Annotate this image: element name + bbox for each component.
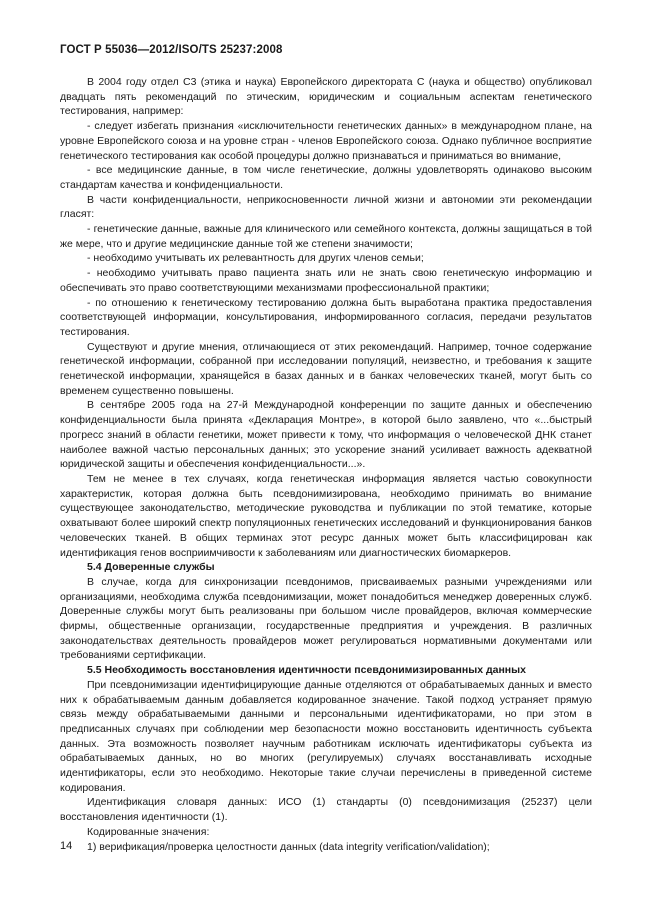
paragraph: В части конфиденциальности, неприкосновенности личной жизни и автономии эти рекомендации гласят:: [60, 193, 592, 221]
paragraph: При псевдонимизации идентифицирующие данные отделяются от обрабатываемых данных и вместо них к обрабатываемым данным добавляется кодированное значение. Такой подход устраняет прямую связь между обрабатываемыми данными и персональными идентификаторами, но при этом в предписанных случаях при соблюдении мер безопасности можно восстановить идентичность субъекта данных. Эта возможность позволяет научным работникам исключать идентификаторы субъекта из обрабатываемых данных, но во многих (регулируемых) случаях восстанавливать исходные идентификаторы, если это необходимо. Некоторые такие случаи перечислены в приведенной системе кодирования.: [60, 678, 592, 794]
section-heading-5-5: 5.5 Необходимость восстановления идентичности псевдонимизированных данных: [87, 664, 526, 677]
list-item: - по отношению к генетическому тестированию должна быть выработана практика предоставления соответствующей информации, консультирования, информированного согласия, передачи результатов тестирования.: [60, 296, 592, 338]
paragraph: В случае, когда для синхронизации псевдонимов, присваиваемых разными учреждениями или организациями, необходима служба псевдонимизации, может понадобиться менеджер доверенных служб. Доверенные службы могут быть реализованы при большом числе провайдеров, включая коммерческие фирмы, общественные организации, государственные предприятия и учреждения. В различных законодательствах деятельность провайдеров может регулироваться нормативными документами или требованиями сертификации.: [60, 575, 592, 662]
document-body: [60, 75, 592, 854]
list-item: - все медицинские данные, в том числе генетические, должны удовлетворять одинаково высоким стандартам качества и конфиденциальности.: [60, 164, 592, 191]
paragraph: В 2004 году отдел С3 (этика и наука) Европейского директората С (наука и общество) опубликовал двадцать пять рекомендаций по этическим, юридическим и социальным аспектам генетического тестирования, например:: [60, 76, 592, 118]
list-item: - следует избегать признания «исключительности генетических данных» в международном плане, на уровне Европейского союза и на уровне стран - членов Европейского союза. Однако публичное восприятие генетического тестирования как особой процедуры должно признаваться и приниматься во внимание,: [60, 120, 592, 162]
paragraph: В сентябре 2005 года на 27-й Международной конференции по защите данных и обеспечению конфиденциальности была принята «Декларация Монтре», в которой было заявлено, что «...быстрый прогресс знаний в области генетики, может привести к тому, что информация о человеческой ДНК станет наиболее важной частью персональных данных; это ускорение знаний усиливает важность адекватной юридической защиты и обеспечения конфиденциальности...».: [60, 399, 592, 471]
list-item: - необходимо учитывать право пациента знать или не знать свою генетическую информацию и обеспечивать это право соответствующими механизмами профессиональной практики;: [60, 267, 592, 294]
page-number: 14: [60, 840, 73, 852]
list-item: - генетические данные, важные для клинического или семейного контекста, должны защищаться в той же мере, что и другие медицинские данные той же степени значимости;: [60, 223, 592, 250]
paragraph: Кодированные значения:: [87, 825, 210, 838]
paragraph: Существуют и другие мнения, отличающиеся от этих рекомендаций. Например, точное содержание генетической информации, собранной при исследовании популяций, неизвестно, и требования к защите генетической информации, хранящейся в базах данных и в банках человеческих тканей, могут быть со временем существенно повышены.: [60, 340, 592, 397]
paragraph: Идентификация словаря данных: ИСО (1) стандарты (0) псевдонимизация (25237) цели восстановления идентичности (1).: [60, 796, 592, 824]
document-header: ГОСТ Р 55036—2012/ISO/TS 25237:2008: [60, 44, 283, 56]
paragraph: Тем не менее в тех случаях, когда генетическая информация является частью совокупности характеристик, которая должна быть псевдонимизирована, необходимо принимать во внимание существующее законодательство, методические руководства и публикации по этой тематике, которые охватывают более широкий спектр популяционных генетических исследований и функционирования банков человеческих тканей. В общих терминах этот ресурс данных может быть классифицирован как идентификация генов восприимчивости к заболеваниям или диагностических биомаркеров.: [60, 472, 592, 559]
list-item: - необходимо учитывать их релевантность для других членов семьи;: [87, 252, 424, 265]
list-item: 1) верификация/проверка целостности данных (data integrity verification/validation);: [87, 840, 490, 853]
section-heading-5-4: 5.4 Доверенные службы: [87, 561, 215, 574]
